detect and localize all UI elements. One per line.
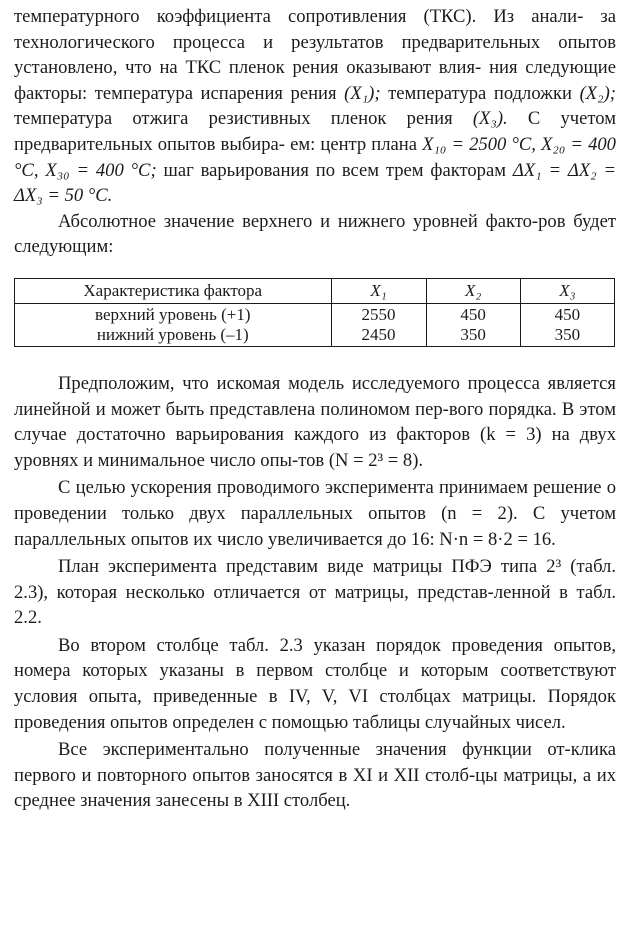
x3-values-cell (520, 303, 614, 346)
plan-paragraph: План эксперимента представим виде матрицы ПФЭ типа 2³ (табл. 2.3), которая несколько отличается от матрицы, представ-ленной в табл. 2.2. (14, 556, 616, 629)
intro-line-4: ния следующие факторы: температура испарения рения (14, 57, 617, 104)
values-paragraph: Все экспериментально полученные значения функции от-клика первого и повторного опытов заносятся в XI и XII столб-цы матрицы, а их среднее значения занесены в XIII столбец. (14, 739, 616, 812)
levels-paragraph: Абсолютное значение верхнего и нижнего уровней факто-ров будет следующим: (14, 210, 616, 258)
document-page (14, 4, 616, 814)
intro-line-5a: температура подложки (388, 82, 572, 104)
model-paragraph: Предположим, что искомая модель исследуемого процесса является линейной и может быть представлена полиномом пер-вого порядка. В этом случае достаточно варьирования каждого из факторов (k = 3) на двух уровнях и минимальное число опы-тов (N = 2³ = 8). (14, 372, 616, 471)
variation-step-values: ΔX₁ = ΔX₂ = ΔX₃ = 50 °С. (14, 159, 616, 207)
header-characteristic: Характеристика фактора (15, 278, 332, 303)
x1-lower-value: 2450 (361, 324, 396, 344)
x2-upper-value: 450 (460, 304, 486, 324)
upper-level-label: верхний уровень (+1) (95, 304, 251, 324)
intro-line-3: опытов установлено, что на ТКС пленок рения оказывают влия- (14, 31, 616, 79)
table-row (15, 303, 615, 346)
x1-values-cell (331, 303, 426, 346)
intro-line-2: за технологического процесса и результатов предварительных (14, 6, 616, 53)
speed-paragraph: С целью ускорения проводимого эксперимента принимаем решение о проведении только двух параллельных опытов (n = 2). С учетом параллельных опытов их число увеличивается до 16: N·n = 8·2 = 16. (14, 477, 616, 550)
header-x3: X₃ (520, 278, 614, 303)
intro-line-1: температурного коэффициента сопротивления (ТКС). Из анали- (14, 6, 584, 27)
header-x2: X₂ (426, 278, 520, 303)
factor-levels-table (14, 278, 615, 347)
intro-line-5b: температура отжига резистивных (14, 108, 311, 130)
x1-upper-value: 2550 (361, 304, 396, 324)
intro-line-6: пленок рения (330, 108, 453, 130)
factor-x2-ref: (X₂); (579, 82, 616, 104)
order-paragraph: Во втором столбце табл. 2.3 указан порядок проведения опытов, номера которых указаны в первом столбце и которым соответствуют условия опыта, приведенные в IV, V, VI столбцах матрицы. Порядок проведения опытов определен с помощью таблицы случайных чисел. (14, 634, 616, 733)
intro-line-6b: С учетом предварительных опытов выбира- (14, 108, 616, 155)
intro-line-8: варьирования по всем трем факторам (200, 159, 507, 181)
x3-upper-value: 450 (554, 304, 581, 324)
factor-x3-ref: (X₃). (472, 108, 508, 130)
header-x1: X₁ (331, 278, 426, 303)
plan-center-values: X₁₀ = 2500 °С, X₂₀ = 400 °С, X₃₀ = 400 °С; (14, 133, 616, 181)
x2-lower-value: 350 (460, 324, 486, 344)
table-header-row (15, 278, 615, 303)
x3-lower-value: 350 (554, 324, 581, 344)
intro-line-7b: шаг (163, 159, 194, 181)
factor-x1-ref: (X₁); (344, 82, 381, 104)
intro-paragraph (14, 4, 616, 209)
lower-level-label: нижний уровень (–1) (96, 324, 249, 344)
level-labels-cell (15, 303, 332, 346)
intro-line-7: ем: центр плана (290, 133, 417, 155)
x2-values-cell (426, 303, 520, 346)
